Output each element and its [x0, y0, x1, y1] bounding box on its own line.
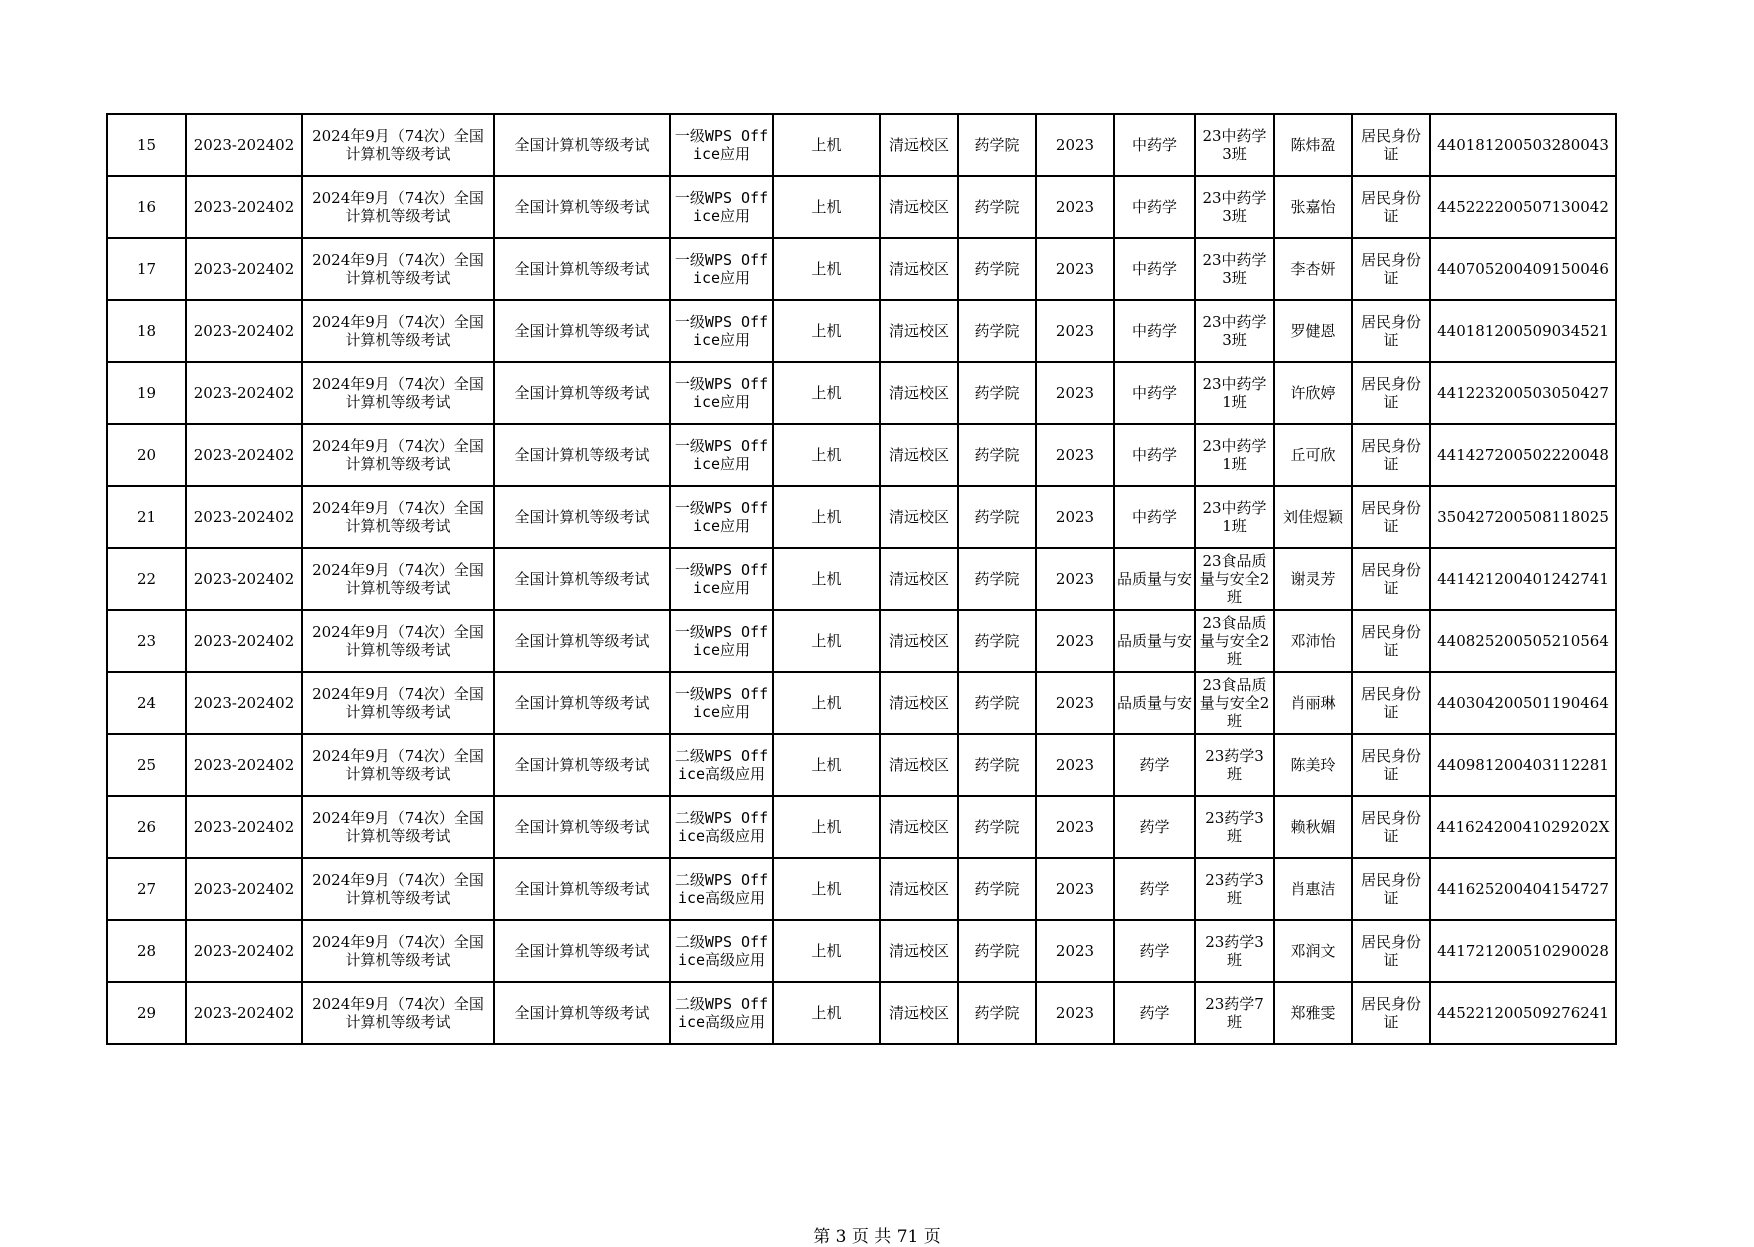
cell-number: 18 — [107, 300, 186, 362]
cell-number: 17 — [107, 238, 186, 300]
table-row — [107, 858, 1616, 920]
cell-class: 23药学3班 — [1195, 858, 1274, 920]
cell-exam-mode: 上机 — [773, 362, 880, 424]
cell-student-name: 郑雅雯 — [1274, 982, 1352, 1044]
cell-grade: 2023 — [1036, 300, 1114, 362]
table-row — [107, 176, 1616, 238]
cell-student-name: 谢灵芳 — [1274, 548, 1352, 610]
cell-subject: 一级WPS Office应用 — [670, 486, 773, 548]
cell-number: 23 — [107, 610, 186, 672]
cell-grade: 2023 — [1036, 424, 1114, 486]
cell-exam-category: 全国计算机等级考试 — [494, 920, 670, 982]
cell-id-number: 440304200501190464 — [1430, 672, 1616, 734]
cell-college: 药学院 — [958, 424, 1036, 486]
cell-exam-name: 2024年9月（74次）全国计算机等级考试 — [302, 920, 494, 982]
cell-exam-name: 2024年9月（74次）全国计算机等级考试 — [302, 114, 494, 176]
cell-major: 中药学 — [1114, 486, 1195, 548]
cell-number: 20 — [107, 424, 186, 486]
cell-grade: 2023 — [1036, 920, 1114, 982]
cell-class: 23中药学1班 — [1195, 362, 1274, 424]
cell-campus: 清远校区 — [880, 610, 958, 672]
cell-subject: 二级WPS Office高级应用 — [670, 734, 773, 796]
cell-campus: 清远校区 — [880, 114, 958, 176]
table-row — [107, 300, 1616, 362]
table-row — [107, 920, 1616, 982]
cell-exam-name: 2024年9月（74次）全国计算机等级考试 — [302, 982, 494, 1044]
cell-student-name: 陈炜盈 — [1274, 114, 1352, 176]
cell-subject: 一级WPS Office应用 — [670, 114, 773, 176]
cell-subject: 一级WPS Office应用 — [670, 176, 773, 238]
cell-exam-mode: 上机 — [773, 486, 880, 548]
cell-id-type: 居民身份证 — [1352, 610, 1430, 672]
cell-subject: 一级WPS Office应用 — [670, 238, 773, 300]
cell-id-number: 350427200508118025 — [1430, 486, 1616, 548]
cell-exam-category: 全国计算机等级考试 — [494, 796, 670, 858]
cell-exam-name: 2024年9月（74次）全国计算机等级考试 — [302, 796, 494, 858]
registration-table — [106, 113, 1617, 1045]
cell-exam-mode: 上机 — [773, 176, 880, 238]
footer-prefix: 第 — [813, 1227, 831, 1247]
cell-grade: 2023 — [1036, 796, 1114, 858]
cell-id-type: 居民身份证 — [1352, 300, 1430, 362]
cell-exam-category: 全国计算机等级考试 — [494, 734, 670, 796]
cell-exam-name: 2024年9月（74次）全国计算机等级考试 — [302, 610, 494, 672]
cell-subject: 二级WPS Office高级应用 — [670, 796, 773, 858]
cell-term: 2023-202402 — [186, 176, 302, 238]
cell-exam-name: 2024年9月（74次）全国计算机等级考试 — [302, 672, 494, 734]
cell-major: 药学 — [1114, 796, 1195, 858]
table-row — [107, 238, 1616, 300]
cell-id-number: 440825200505210564 — [1430, 610, 1616, 672]
cell-term: 2023-202402 — [186, 734, 302, 796]
cell-exam-category: 全国计算机等级考试 — [494, 672, 670, 734]
cell-id-type: 居民身份证 — [1352, 920, 1430, 982]
cell-campus: 清远校区 — [880, 176, 958, 238]
cell-student-name: 李杏妍 — [1274, 238, 1352, 300]
cell-exam-category: 全国计算机等级考试 — [494, 114, 670, 176]
cell-id-number: 440981200403112281 — [1430, 734, 1616, 796]
table-row — [107, 486, 1616, 548]
cell-college: 药学院 — [958, 362, 1036, 424]
cell-number: 25 — [107, 734, 186, 796]
cell-campus: 清远校区 — [880, 424, 958, 486]
cell-college: 药学院 — [958, 238, 1036, 300]
table-row — [107, 734, 1616, 796]
cell-class: 23中药学1班 — [1195, 424, 1274, 486]
cell-class: 23药学3班 — [1195, 734, 1274, 796]
cell-major: 品质量与安 — [1114, 548, 1195, 610]
cell-grade: 2023 — [1036, 672, 1114, 734]
cell-grade: 2023 — [1036, 858, 1114, 920]
cell-student-name: 邓沛怡 — [1274, 610, 1352, 672]
cell-number: 26 — [107, 796, 186, 858]
cell-exam-mode: 上机 — [773, 610, 880, 672]
cell-number: 22 — [107, 548, 186, 610]
cell-id-type: 居民身份证 — [1352, 114, 1430, 176]
cell-number: 19 — [107, 362, 186, 424]
cell-id-number: 44162420041029202X — [1430, 796, 1616, 858]
cell-grade: 2023 — [1036, 610, 1114, 672]
cell-id-number: 440705200409150046 — [1430, 238, 1616, 300]
cell-exam-category: 全国计算机等级考试 — [494, 486, 670, 548]
cell-student-name: 许欣婷 — [1274, 362, 1352, 424]
table-row — [107, 114, 1616, 176]
cell-number: 21 — [107, 486, 186, 548]
cell-exam-category: 全国计算机等级考试 — [494, 548, 670, 610]
cell-id-number: 441625200404154727 — [1430, 858, 1616, 920]
cell-student-name: 陈美玲 — [1274, 734, 1352, 796]
cell-major: 中药学 — [1114, 362, 1195, 424]
cell-grade: 2023 — [1036, 548, 1114, 610]
cell-id-number: 440181200509034521 — [1430, 300, 1616, 362]
cell-exam-mode: 上机 — [773, 920, 880, 982]
cell-grade: 2023 — [1036, 486, 1114, 548]
cell-campus: 清远校区 — [880, 734, 958, 796]
cell-term: 2023-202402 — [186, 982, 302, 1044]
cell-class: 23食品质量与安全2班 — [1195, 672, 1274, 734]
cell-student-name: 肖惠洁 — [1274, 858, 1352, 920]
cell-campus: 清远校区 — [880, 362, 958, 424]
cell-subject: 一级WPS Office应用 — [670, 672, 773, 734]
cell-exam-category: 全国计算机等级考试 — [494, 176, 670, 238]
cell-term: 2023-202402 — [186, 548, 302, 610]
cell-id-number: 445221200509276241 — [1430, 982, 1616, 1044]
cell-exam-name: 2024年9月（74次）全国计算机等级考试 — [302, 300, 494, 362]
cell-id-type: 居民身份证 — [1352, 548, 1430, 610]
cell-campus: 清远校区 — [880, 548, 958, 610]
cell-id-number: 441421200401242741 — [1430, 548, 1616, 610]
cell-id-type: 居民身份证 — [1352, 796, 1430, 858]
cell-id-type: 居民身份证 — [1352, 362, 1430, 424]
cell-exam-category: 全国计算机等级考试 — [494, 362, 670, 424]
cell-id-type: 居民身份证 — [1352, 982, 1430, 1044]
cell-major: 药学 — [1114, 920, 1195, 982]
cell-exam-category: 全国计算机等级考试 — [494, 858, 670, 920]
cell-class: 23药学7班 — [1195, 982, 1274, 1044]
footer-middle: 页 共 — [851, 1227, 892, 1247]
cell-exam-name: 2024年9月（74次）全国计算机等级考试 — [302, 362, 494, 424]
cell-student-name: 赖秋媚 — [1274, 796, 1352, 858]
cell-college: 药学院 — [958, 920, 1036, 982]
cell-major: 品质量与安 — [1114, 672, 1195, 734]
cell-grade: 2023 — [1036, 734, 1114, 796]
cell-exam-name: 2024年9月（74次）全国计算机等级考试 — [302, 176, 494, 238]
cell-term: 2023-202402 — [186, 114, 302, 176]
cell-exam-name: 2024年9月（74次）全国计算机等级考试 — [302, 486, 494, 548]
cell-id-number: 445222200507130042 — [1430, 176, 1616, 238]
cell-class: 23中药学3班 — [1195, 300, 1274, 362]
cell-id-type: 居民身份证 — [1352, 486, 1430, 548]
cell-id-type: 居民身份证 — [1352, 672, 1430, 734]
footer-suffix: 页 — [923, 1227, 941, 1247]
cell-campus: 清远校区 — [880, 858, 958, 920]
cell-number: 28 — [107, 920, 186, 982]
cell-exam-name: 2024年9月（74次）全国计算机等级考试 — [302, 238, 494, 300]
cell-term: 2023-202402 — [186, 858, 302, 920]
footer-total-pages: 71 — [896, 1227, 919, 1247]
cell-grade: 2023 — [1036, 114, 1114, 176]
cell-major: 药学 — [1114, 858, 1195, 920]
cell-grade: 2023 — [1036, 176, 1114, 238]
cell-exam-mode: 上机 — [773, 238, 880, 300]
cell-term: 2023-202402 — [186, 238, 302, 300]
cell-campus: 清远校区 — [880, 920, 958, 982]
cell-grade: 2023 — [1036, 362, 1114, 424]
cell-major: 药学 — [1114, 982, 1195, 1044]
cell-subject: 一级WPS Office应用 — [670, 300, 773, 362]
cell-major: 中药学 — [1114, 300, 1195, 362]
cell-subject: 二级WPS Office高级应用 — [670, 920, 773, 982]
cell-major: 中药学 — [1114, 176, 1195, 238]
cell-exam-mode: 上机 — [773, 672, 880, 734]
cell-id-type: 居民身份证 — [1352, 176, 1430, 238]
cell-id-number: 441427200502220048 — [1430, 424, 1616, 486]
cell-grade: 2023 — [1036, 982, 1114, 1044]
cell-student-name: 邓润文 — [1274, 920, 1352, 982]
table-row — [107, 672, 1616, 734]
cell-college: 药学院 — [958, 610, 1036, 672]
cell-exam-mode: 上机 — [773, 548, 880, 610]
cell-id-number: 440181200503280043 — [1430, 114, 1616, 176]
cell-exam-mode: 上机 — [773, 858, 880, 920]
cell-subject: 二级WPS Office高级应用 — [670, 982, 773, 1044]
cell-subject: 一级WPS Office应用 — [670, 424, 773, 486]
cell-exam-mode: 上机 — [773, 796, 880, 858]
cell-campus: 清远校区 — [880, 796, 958, 858]
cell-term: 2023-202402 — [186, 486, 302, 548]
cell-college: 药学院 — [958, 486, 1036, 548]
cell-college: 药学院 — [958, 300, 1036, 362]
cell-subject: 一级WPS Office应用 — [670, 362, 773, 424]
cell-college: 药学院 — [958, 176, 1036, 238]
cell-college: 药学院 — [958, 858, 1036, 920]
cell-college: 药学院 — [958, 796, 1036, 858]
cell-id-number: 441223200503050427 — [1430, 362, 1616, 424]
cell-class: 23中药学3班 — [1195, 176, 1274, 238]
cell-class: 23食品质量与安全2班 — [1195, 548, 1274, 610]
table-row — [107, 424, 1616, 486]
cell-campus: 清远校区 — [880, 486, 958, 548]
cell-student-name: 丘可欣 — [1274, 424, 1352, 486]
cell-major: 品质量与安 — [1114, 610, 1195, 672]
cell-subject: 一级WPS Office应用 — [670, 610, 773, 672]
cell-term: 2023-202402 — [186, 920, 302, 982]
cell-term: 2023-202402 — [186, 672, 302, 734]
cell-id-number: 441721200510290028 — [1430, 920, 1616, 982]
cell-exam-category: 全国计算机等级考试 — [494, 300, 670, 362]
cell-id-type: 居民身份证 — [1352, 858, 1430, 920]
cell-subject: 一级WPS Office应用 — [670, 548, 773, 610]
cell-grade: 2023 — [1036, 238, 1114, 300]
cell-class: 23中药学1班 — [1195, 486, 1274, 548]
cell-exam-name: 2024年9月（74次）全国计算机等级考试 — [302, 424, 494, 486]
cell-student-name: 罗健恩 — [1274, 300, 1352, 362]
cell-exam-mode: 上机 — [773, 424, 880, 486]
cell-number: 15 — [107, 114, 186, 176]
cell-class: 23药学3班 — [1195, 920, 1274, 982]
cell-campus: 清远校区 — [880, 238, 958, 300]
table-row — [107, 362, 1616, 424]
footer-page-number: 3 — [835, 1227, 847, 1247]
cell-id-type: 居民身份证 — [1352, 424, 1430, 486]
cell-id-type: 居民身份证 — [1352, 238, 1430, 300]
cell-number: 24 — [107, 672, 186, 734]
cell-number: 16 — [107, 176, 186, 238]
cell-class: 23食品质量与安全2班 — [1195, 610, 1274, 672]
table-row — [107, 610, 1616, 672]
cell-subject: 二级WPS Office高级应用 — [670, 858, 773, 920]
cell-id-type: 居民身份证 — [1352, 734, 1430, 796]
cell-term: 2023-202402 — [186, 796, 302, 858]
cell-student-name: 刘佳煜颖 — [1274, 486, 1352, 548]
table-row — [107, 982, 1616, 1044]
cell-major: 药学 — [1114, 734, 1195, 796]
cell-term: 2023-202402 — [186, 300, 302, 362]
cell-exam-mode: 上机 — [773, 300, 880, 362]
cell-exam-name: 2024年9月（74次）全国计算机等级考试 — [302, 858, 494, 920]
cell-campus: 清远校区 — [880, 300, 958, 362]
cell-term: 2023-202402 — [186, 424, 302, 486]
cell-student-name: 张嘉怡 — [1274, 176, 1352, 238]
cell-exam-name: 2024年9月（74次）全国计算机等级考试 — [302, 734, 494, 796]
cell-exam-category: 全国计算机等级考试 — [494, 238, 670, 300]
cell-exam-name: 2024年9月（74次）全国计算机等级考试 — [302, 548, 494, 610]
cell-college: 药学院 — [958, 734, 1036, 796]
cell-term: 2023-202402 — [186, 610, 302, 672]
cell-term: 2023-202402 — [186, 362, 302, 424]
cell-class: 23药学3班 — [1195, 796, 1274, 858]
cell-number: 29 — [107, 982, 186, 1044]
cell-class: 23中药学3班 — [1195, 238, 1274, 300]
cell-major: 中药学 — [1114, 238, 1195, 300]
cell-exam-mode: 上机 — [773, 114, 880, 176]
table-row — [107, 796, 1616, 858]
cell-exam-mode: 上机 — [773, 982, 880, 1044]
cell-student-name: 肖丽琳 — [1274, 672, 1352, 734]
cell-number: 27 — [107, 858, 186, 920]
cell-class: 23中药学3班 — [1195, 114, 1274, 176]
cell-college: 药学院 — [958, 114, 1036, 176]
cell-campus: 清远校区 — [880, 672, 958, 734]
cell-college: 药学院 — [958, 982, 1036, 1044]
table-row — [107, 548, 1616, 610]
cell-campus: 清远校区 — [880, 982, 958, 1044]
cell-major: 中药学 — [1114, 424, 1195, 486]
cell-major: 中药学 — [1114, 114, 1195, 176]
cell-exam-category: 全国计算机等级考试 — [494, 424, 670, 486]
cell-exam-mode: 上机 — [773, 734, 880, 796]
cell-exam-category: 全国计算机等级考试 — [494, 610, 670, 672]
cell-college: 药学院 — [958, 672, 1036, 734]
page-footer — [0, 1227, 1754, 1247]
cell-college: 药学院 — [958, 548, 1036, 610]
cell-exam-category: 全国计算机等级考试 — [494, 982, 670, 1044]
